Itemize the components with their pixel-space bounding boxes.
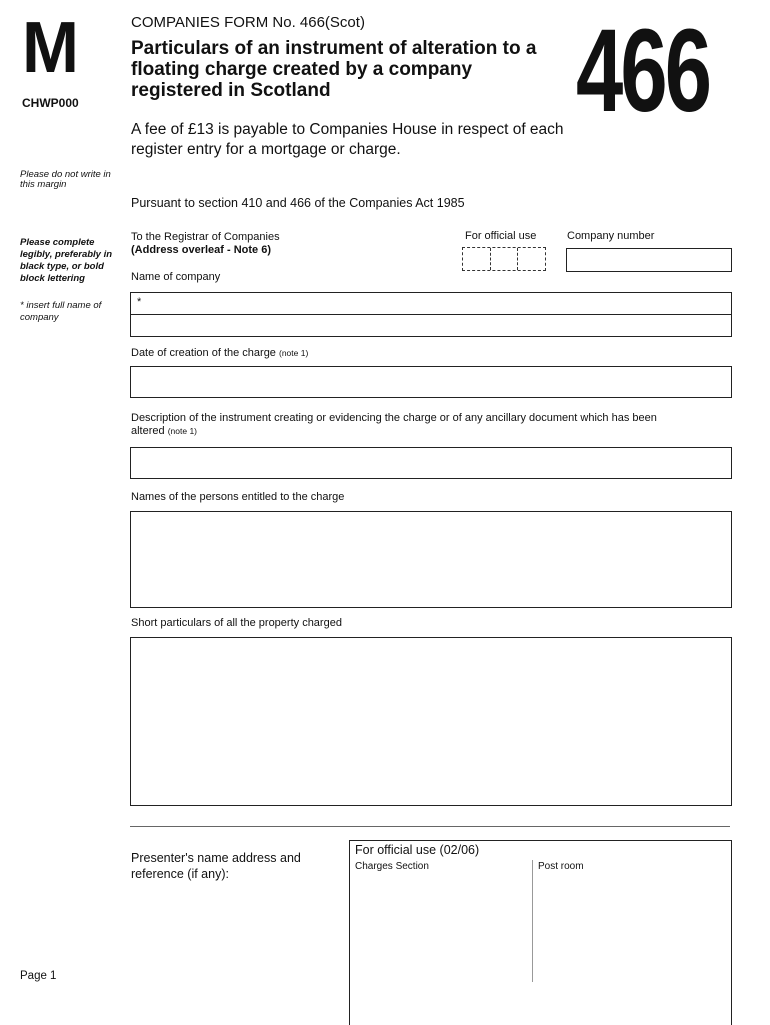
date-of-creation-note: (note 1) bbox=[279, 348, 309, 358]
form-letter-logo: M bbox=[22, 8, 78, 88]
margin-note-insert-name: * insert full name of company bbox=[20, 300, 102, 323]
property-charged-field[interactable] bbox=[130, 637, 732, 806]
official-use-box-title: For official use (02/06) bbox=[355, 843, 480, 857]
persons-entitled-label: Names of the persons entitled to the charge bbox=[131, 491, 345, 503]
company-number-field[interactable] bbox=[566, 248, 732, 272]
registrar-note: (Address overleaf - Note 6) bbox=[131, 244, 271, 256]
official-box-divider bbox=[532, 860, 533, 982]
asterisk-marker: * bbox=[137, 296, 142, 308]
post-room-label: Post room bbox=[538, 861, 584, 872]
form-title: Particulars of an instrument of alteration to a floating charge created by a company registered in Scotland bbox=[131, 38, 537, 101]
name-of-company-field[interactable] bbox=[130, 292, 732, 337]
date-of-creation-label-text: Date of creation of the charge bbox=[131, 347, 276, 359]
official-use-boxes bbox=[462, 247, 546, 271]
persons-entitled-field[interactable] bbox=[130, 511, 732, 608]
registrar-address bbox=[131, 231, 280, 257]
pursuant-statement: Pursuant to section 410 and 466 of the Companies Act 1985 bbox=[131, 196, 465, 210]
name-of-company-label: Name of company bbox=[131, 271, 221, 283]
presenter-label: Presenter's name address and reference (if any): bbox=[131, 851, 301, 881]
description-label-text: Description of the instrument creating or evidencing the charge or of any ancillary document which has been altered bbox=[131, 412, 657, 437]
description-label bbox=[131, 412, 691, 438]
form-number-large: 466 bbox=[576, 5, 710, 137]
page-number: Page 1 bbox=[20, 970, 57, 982]
date-of-creation-field[interactable] bbox=[130, 366, 732, 398]
property-charged-label: Short particulars of all the property charged bbox=[131, 617, 342, 629]
margin-note-complete-legibly: Please complete legibly, preferably in black type, or bold block lettering bbox=[20, 237, 113, 284]
margin-note-do-not-write: Please do not write in this margin bbox=[20, 169, 111, 190]
registrar-line: To the Registrar of Companies bbox=[131, 231, 280, 243]
official-use-label: For official use bbox=[465, 230, 537, 242]
description-note: (note 1) bbox=[167, 426, 197, 436]
fee-notice: A fee of £13 is payable to Companies House in respect of each register entry for a mortgage or charge. bbox=[131, 121, 564, 158]
form-number: COMPANIES FORM No. 466(Scot) bbox=[131, 14, 365, 31]
company-number-label: Company number bbox=[567, 230, 655, 242]
charges-section-label: Charges Section bbox=[355, 861, 429, 872]
date-of-creation-label bbox=[131, 347, 308, 359]
description-field[interactable] bbox=[130, 447, 732, 479]
section-divider bbox=[130, 826, 730, 827]
form-code: CHWP000 bbox=[22, 96, 79, 110]
